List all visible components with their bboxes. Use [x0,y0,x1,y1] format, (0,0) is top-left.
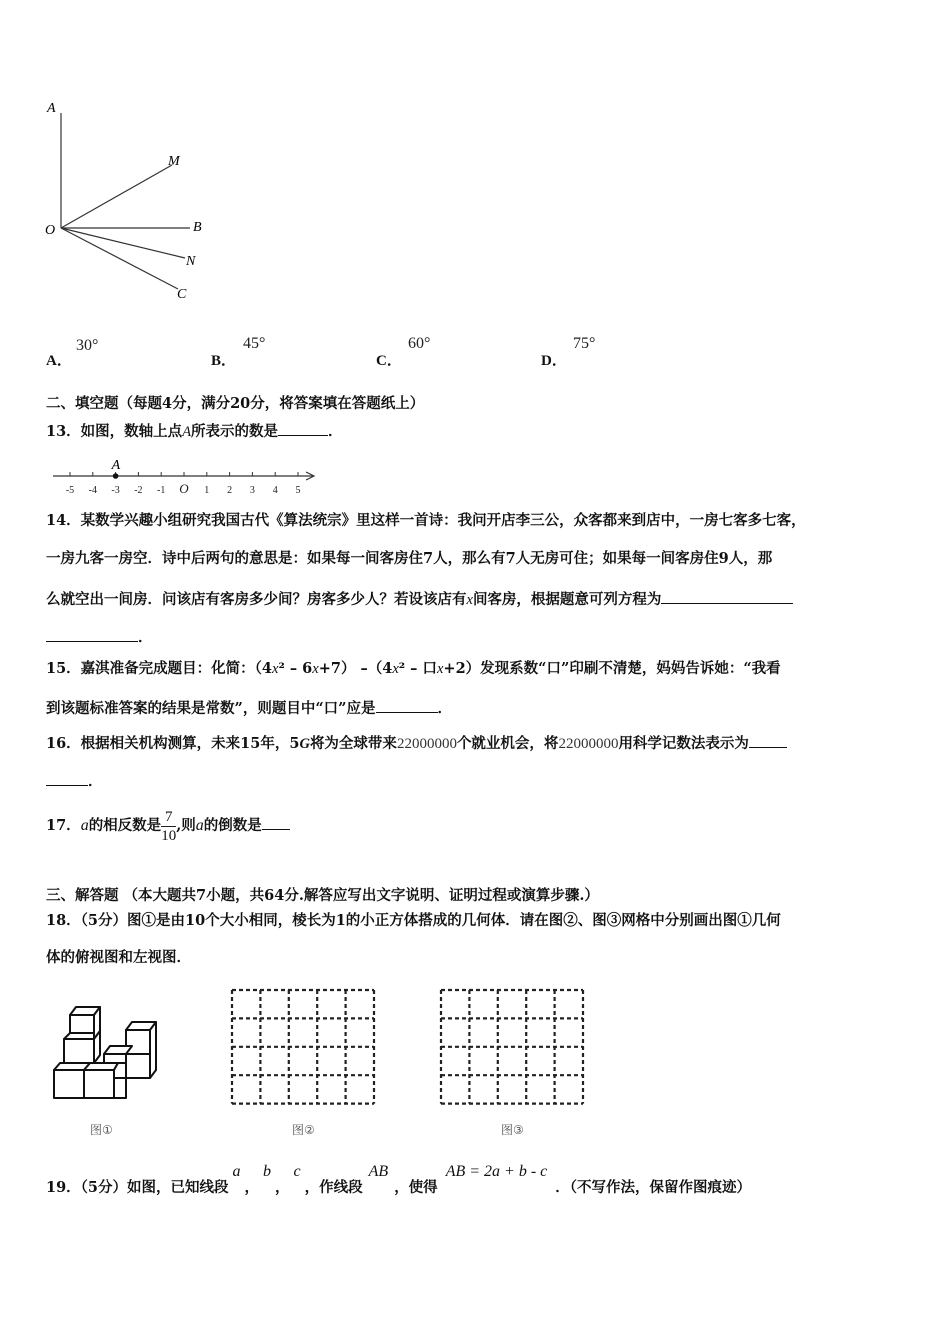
label-O: O [45,223,56,238]
number-line-tick-label: 1 [204,485,210,496]
label-C: C [177,287,187,302]
q14-line2: 一房九客一房空．诗中后两句的意思是：如果每一间客房住7人，那么有7人无房可住；如果每一间客房住9人，那 [46,550,773,567]
number-line-tick-label: -3 [111,485,120,496]
q14-answer-blank-1[interactable] [661,587,793,604]
q16-answer-blank-1[interactable] [749,731,787,748]
caption-figure-1: 图① [90,1123,113,1137]
q15-answer-blank[interactable] [376,696,438,713]
label-B: B [193,220,202,235]
number-line-tick-label: O [179,481,189,496]
q14-answer-blank-2[interactable] [46,625,138,642]
number-line-tick-label: -2 [134,485,143,496]
q16-number-1: 22000000 [396,736,457,752]
caption-figure-3: 图③ [501,1123,524,1137]
q19-line: 19．（5分）如图，已知线段a，b，c，作线段AB，使得AB = 2a + b - c．（不写作法，保留作图痕迹） [46,1163,752,1196]
number-line [48,455,328,500]
ray-on [61,228,185,258]
q17-line: 17．a的相反数是 $\frac{7}{10}$ ,则a的倒数是 [46,804,290,848]
q16-number-2: 22000000 [558,736,619,752]
option-b-letter: B． [211,353,237,369]
option-d-value: 75° [573,335,596,352]
option-c[interactable] [376,335,496,367]
section3-heading: 三、解答题 （本大题共7小题，共64分.解答应写出文字说明、证明过程或演算步骤.） [46,887,599,904]
ray-oc [61,228,178,289]
q14-line4: ． [46,625,153,648]
q17-fraction: $\frac{7}{10}$ [161,808,177,844]
q14-line1: 14．某数学兴趣小组研究我国古代《算法统宗》里这样一首诗：我问开店李三公，众客都来到店中，一房七客多七客， [46,512,806,529]
q16-line1: 16．根据相关机构测算，未来15年，5G将为全球带来22000000个就业机会，将22000000用科学记数法表示为 [46,731,787,754]
option-b[interactable] [211,335,331,367]
q13-text: 13．如图，数轴上点A所表示的数是 ． [46,419,343,442]
number-line-tick-label: -4 [88,485,97,496]
option-c-letter: C． [376,353,402,369]
q16-answer-blank-2[interactable] [46,769,88,786]
number-line-tick-label: -5 [65,485,75,496]
q17-answer-blank[interactable] [262,817,290,830]
q14-line3: 么就空出一间房．问该店有客房多少间？房客多少人？若设该店有x间客房，根据题意可列方程为 [46,587,793,610]
grid-figure-2[interactable] [228,986,380,1108]
option-a-value: 30° [76,337,99,354]
q19-formula: AB = 2a + b - c [445,1163,548,1180]
section2-heading: 二、填空题（每题4分，满分20分，将答案填在答题纸上） [46,395,425,412]
option-d-letter: D． [541,353,567,369]
option-d[interactable] [541,335,661,367]
q15-line2: 到该题标准答案的结果是常数”，则题目中“口”应是 ． [46,696,452,719]
q18-line1: 18．（5分）图①是由10个大小相同，棱长为1的小正方体搭成的几何体．请在图②、图③网格中分别画出图①几何 [46,912,781,929]
label-M: M [168,154,180,169]
option-a-letter: A． [46,353,72,369]
option-b-value: 45° [243,335,266,352]
cube-solid-figure [48,1000,163,1105]
grid-figure-3[interactable] [437,986,589,1108]
label-A: A [47,101,56,116]
ray-om [61,165,172,228]
number-line-tick-label: 3 [249,485,255,496]
number-line-tick-label: -1 [157,485,166,496]
q16-line2: ． [46,769,103,792]
label-N: N [186,254,196,269]
number-line-tick-label: 5 [295,485,301,496]
option-a[interactable] [46,337,166,367]
number-line-tick-label: 4 [272,485,278,496]
q13-answer-blank[interactable] [278,419,328,436]
option-c-value: 60° [408,335,431,352]
angle-figure [40,95,220,310]
number-line-tick-label: 2 [227,485,233,496]
point-a [113,473,119,479]
q15-line1: 15．嘉淇准备完成题目：化简：（4x² – 6x+7） –（4x² – 口x+2）发现系数“口”印刷不清楚，妈妈告诉她：“我看 [46,660,781,677]
caption-figure-2: 图② [292,1123,315,1137]
q18-line2: 体的俯视图和左视图． [46,949,191,966]
point-a-label: A [111,458,121,473]
